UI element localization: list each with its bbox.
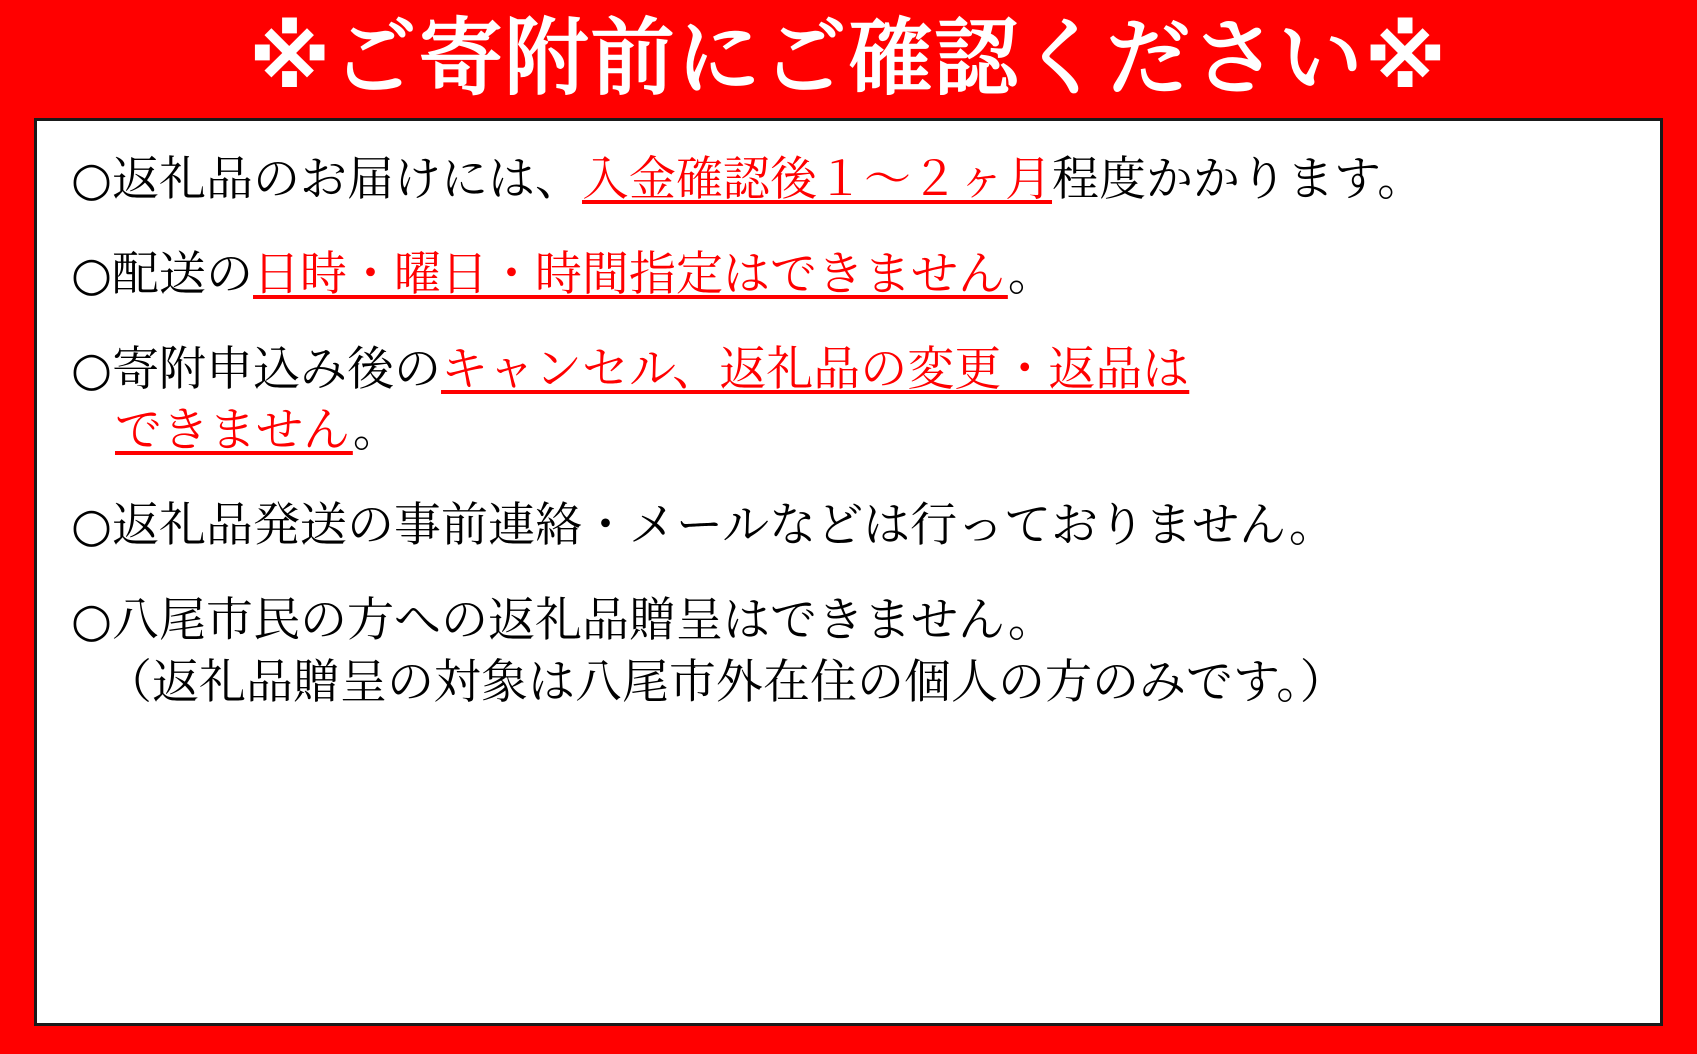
- notice-list: [71, 149, 1626, 713]
- list-item-prefix: 配送の: [112, 247, 254, 303]
- list-item-suffix: 程度かかります。: [1052, 152, 1425, 207]
- list-item-highlight: キャンセル、返礼品の変更・返品は: [441, 342, 1190, 398]
- list-item-prefix: 返礼品のお届けには、: [112, 152, 583, 207]
- list-item-prefix: 寄附申込み後の: [112, 342, 442, 398]
- list-item-prefix: 返礼品発送の事前連絡・メールなどは行っておりません。: [112, 498, 1336, 554]
- list-item-line2-highlight: できません: [115, 403, 353, 459]
- list-item: [71, 244, 1626, 305]
- list-item: [71, 339, 1626, 461]
- list-item-line2: （返礼品贈呈の対象は八尾市外在住の個人の方のみです。）: [105, 654, 1347, 710]
- list-item-suffix: 。: [1007, 247, 1055, 303]
- list-bullet: ○: [71, 247, 113, 303]
- list-item-highlight: 日時・曜日・時間指定はできません: [253, 247, 1008, 303]
- list-item: [71, 590, 1626, 712]
- list-bullet: ○: [71, 498, 113, 554]
- list-item-line2: [71, 400, 1626, 461]
- notice-body-panel: [34, 118, 1663, 1026]
- list-item-line2-suffix: 。: [352, 403, 400, 459]
- list-item: [71, 149, 1626, 210]
- list-item-highlight: 入金確認後１～２ヶ月: [582, 152, 1053, 207]
- list-item: [71, 495, 1626, 556]
- list-item-prefix: 八尾市民の方への返礼品贈呈はできません。: [112, 593, 1055, 649]
- list-bullet: ○: [71, 152, 113, 207]
- list-bullet: ○: [71, 342, 113, 398]
- list-bullet: ○: [71, 593, 113, 649]
- page-title: ※ご寄附前にご確認ください※: [248, 9, 1449, 107]
